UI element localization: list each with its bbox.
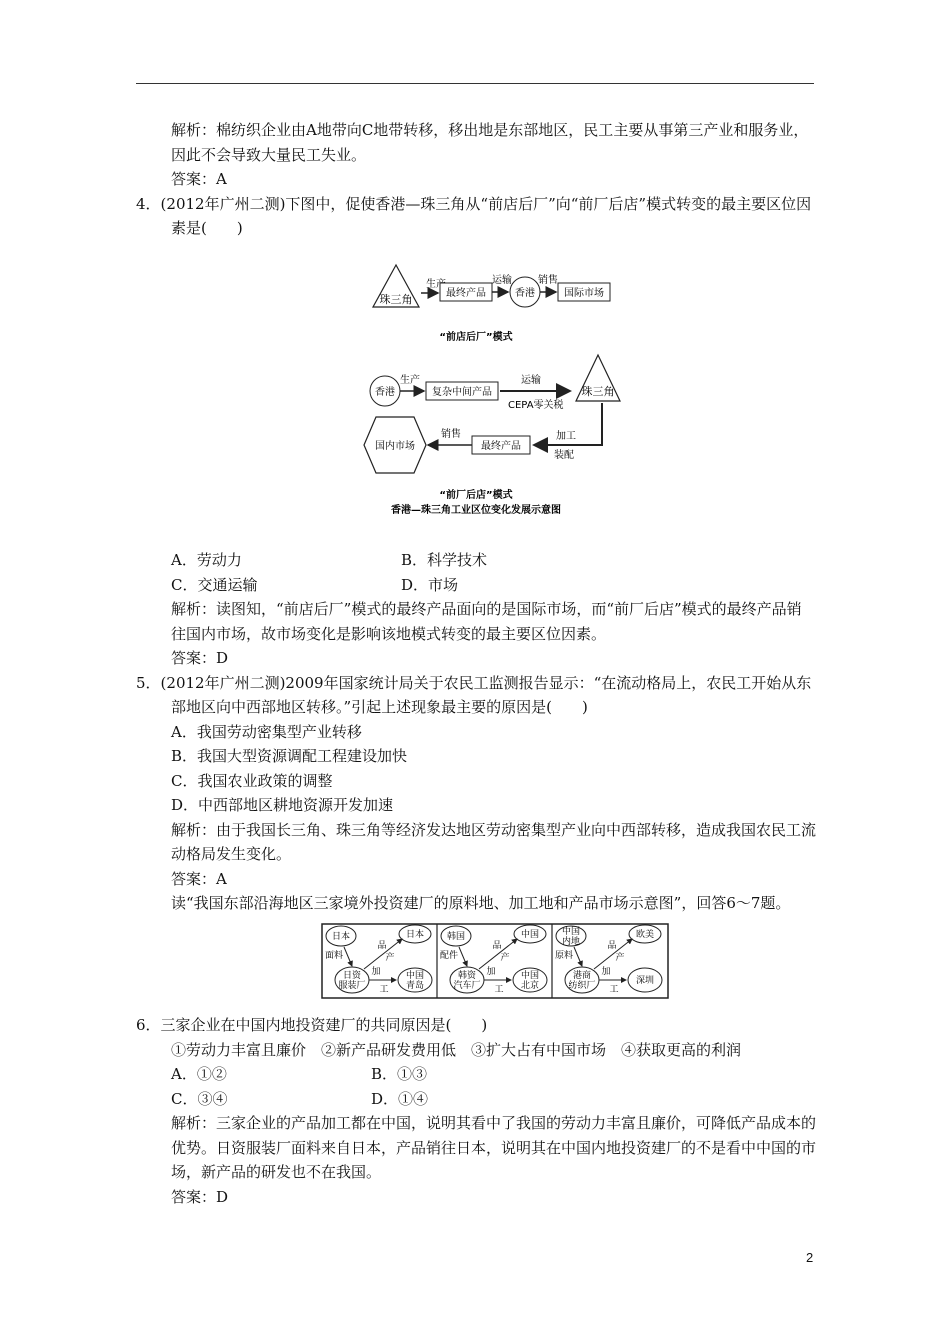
zone-shift-diagram xyxy=(136,245,816,535)
intermediate-label: 复杂中间产品 xyxy=(432,386,492,398)
header-rule xyxy=(136,83,814,84)
q5-option-a: A．我国劳动密集型产业转移 xyxy=(171,722,362,741)
panel-2-process-label-1: 加 xyxy=(486,966,496,977)
three-firms-diagram xyxy=(136,922,816,1010)
panel-1-market-arrow-label-2: 产 xyxy=(385,952,395,963)
panel-1-market-arrow-label-1: 品 xyxy=(377,940,387,951)
q6-option-b: B．①③ xyxy=(371,1065,428,1083)
panel-3-factory-label-2: 纺织厂 xyxy=(568,980,596,991)
q6-options-row2 xyxy=(136,1087,816,1112)
panel-1-source-arrow-label: 面料 xyxy=(324,950,344,961)
panel-3-factory-label-1: 港商 xyxy=(572,970,592,981)
hk-bottom-label: 香港 xyxy=(375,386,395,398)
domestic-market-label: 国内市场 xyxy=(375,440,415,452)
arrow-produce-top-label: 生产 xyxy=(426,278,446,290)
q4-analysis: 解析：读图知，“前店后厂”模式的最终产品面向的是国际市场，而“前厂后店”模式的最终产品销往国内市场，故市场变化是影响该地模式转变的最主要区位因素。 xyxy=(171,600,802,643)
q5-option-b: B．我国大型资源调配工程建设加快 xyxy=(171,747,408,765)
panel-2-source-arrow xyxy=(459,947,467,966)
panel-3-process-label-2: 工 xyxy=(609,984,619,995)
top-mode-caption: “前店后厂”模式 xyxy=(439,331,513,343)
investment-diagram xyxy=(136,922,816,1002)
q6-choices: ①劳动力丰富且廉价 ②新产品研发费用低 ③扩大占有中国市场 ④获取更高的利润 xyxy=(171,1040,742,1059)
panel-3-market-arrow-label-1: 品 xyxy=(607,940,617,951)
q4-option-d: D．市场 xyxy=(401,575,459,594)
panel-2-market-label: 中国 xyxy=(520,929,540,940)
panel-2-factory-label-1: 韩资 xyxy=(457,970,477,981)
process-top-label: 加工 xyxy=(556,430,576,442)
panel-1-dest-label-1: 中国 xyxy=(405,970,425,981)
arrow-produce-bottom-label: 生产 xyxy=(400,374,420,386)
panel-2-dest-label-1: 中国 xyxy=(520,970,540,981)
q6-answer: 答案：D xyxy=(171,1187,229,1206)
panel-3-market-arrow-label-2: 产 xyxy=(615,952,625,963)
arrow-transport-bottom-label: 运输 xyxy=(521,374,541,386)
bottom-mode-caption: “前厂后店”模式 xyxy=(439,489,513,501)
intro-6-7: 读“我国东部沿海地区三家境外投资建厂的原料地、加工地和产品市场示意图”，回答6～7题。 xyxy=(171,894,791,912)
panel-1-factory-label-2: 服装厂 xyxy=(338,980,366,991)
process-bottom-label: 装配 xyxy=(554,449,574,461)
q3-answer: 答案：A xyxy=(171,170,227,188)
final-product-top-label: 最终产品 xyxy=(446,287,486,299)
q5-analysis: 解析：由于我国长三角、珠三角等经济发达地区劳动密集型产业向中西部转移，造成我国农民工流动格局发生变化。 xyxy=(171,820,817,863)
q5-option-d: D．中西部地区耕地资源开发加速 xyxy=(171,796,394,814)
arrow-sell-bottom-label: 销售 xyxy=(441,428,461,440)
page-number: 2 xyxy=(806,1250,814,1265)
panel-1-source-label: 日本 xyxy=(331,931,351,942)
panel-2-process-label-2: 工 xyxy=(494,984,504,995)
panel-2-factory-label-2: 汽车厂 xyxy=(453,980,481,991)
prd-bottom-label: 珠三角 xyxy=(581,384,615,398)
q4-option-b: B．科学技术 xyxy=(401,551,488,569)
final-product-bottom-label: 最终产品 xyxy=(481,440,521,452)
panel-2-market-arrow-label-2: 产 xyxy=(500,952,510,963)
panel-1-source-arrow xyxy=(344,947,352,966)
q4-stem: 4．(2012年广州二测)下图中，促使香港—珠三角从“前店后厂”向“前厂后店”模式转变的最主要区位因素是( ) xyxy=(136,194,812,237)
panel-1-market-label: 日本 xyxy=(405,929,425,940)
q3-analysis: 解析：棉纺织企业由A地带向C地带转移，移出地是东部地区，民工主要从事第三产业和服务业，因此不会导致大量民工失业。 xyxy=(171,121,809,164)
panel-1-process-label-1: 加 xyxy=(371,966,381,977)
panel-2-source-arrow-label: 配件 xyxy=(439,950,459,961)
arrow-sell-top-label: 销售 xyxy=(538,274,558,286)
panel-3-source-arrow xyxy=(574,947,582,966)
document-body xyxy=(136,118,816,1209)
hk-top-label: 香港 xyxy=(515,287,535,299)
panel-2-market-arrow-label-1: 品 xyxy=(492,940,502,951)
cepa-label: CEPA零关税 xyxy=(508,399,564,411)
intl-market-label: 国际市场 xyxy=(564,287,604,299)
q4-answer: 答案：D xyxy=(171,649,229,667)
q6-stem: 6．三家企业在中国内地投资建厂的共同原因是( ) xyxy=(136,1016,488,1034)
panel-1-process-label-2: 工 xyxy=(379,984,389,995)
panel-3-market-label: 欧美 xyxy=(635,929,655,940)
panel-3-source-label-1: 中国 xyxy=(561,926,581,937)
panel-3-source-label-2: 内地 xyxy=(561,936,581,947)
q6-analysis: 解析：三家企业的产品加工都在中国，说明其看中了我国的劳动力丰富且廉价，可降低产品成本的优势。日资服装厂面料来自日本，产品销往日本，说明其在中国内地投资建厂的不是看中中国的市场，新产品的研发也不在我国。 xyxy=(171,1114,817,1181)
q6-option-c: C．③④ xyxy=(171,1089,228,1108)
panel-2-dest-label-2: 北京 xyxy=(520,980,540,991)
panel-3-process-label-1: 加 xyxy=(601,966,611,977)
q5-answer: 答案：A xyxy=(171,869,227,888)
diagram-title: 香港—珠三角工业区位变化发展示意图 xyxy=(391,504,561,516)
q6-option-a: A．①② xyxy=(171,1065,227,1083)
q6-option-d: D．①④ xyxy=(371,1089,429,1108)
panel-3-dest-label: 深圳 xyxy=(635,975,655,986)
q4-option-a: A．劳动力 xyxy=(171,551,242,569)
panel-2-source-label: 韩国 xyxy=(446,931,466,942)
q4-diagram xyxy=(136,245,816,543)
q6-options-row1 xyxy=(136,1062,816,1087)
q5-stem: 5．(2012年广州二测)2009年国家统计局关于农民工监测报告显示：“在流动格局上，农民工开始从东部地区向中西部地区转移。”引起上述现象最主要的原因是( ) xyxy=(136,673,812,716)
q4-options-row1 xyxy=(136,548,816,573)
panel-1-dest-label-2: 青岛 xyxy=(405,980,425,991)
panel-1-factory-label-1: 日资 xyxy=(342,970,362,981)
q4-option-c: C．交通运输 xyxy=(171,575,258,594)
panel-3-source-arrow-label: 原料 xyxy=(554,950,574,961)
arrow-transport-top-label: 运输 xyxy=(492,274,512,286)
q4-options-row2 xyxy=(136,573,816,598)
prd-top-label: 珠三角 xyxy=(379,292,413,306)
q5-option-c: C．我国农业政策的调整 xyxy=(171,771,333,790)
